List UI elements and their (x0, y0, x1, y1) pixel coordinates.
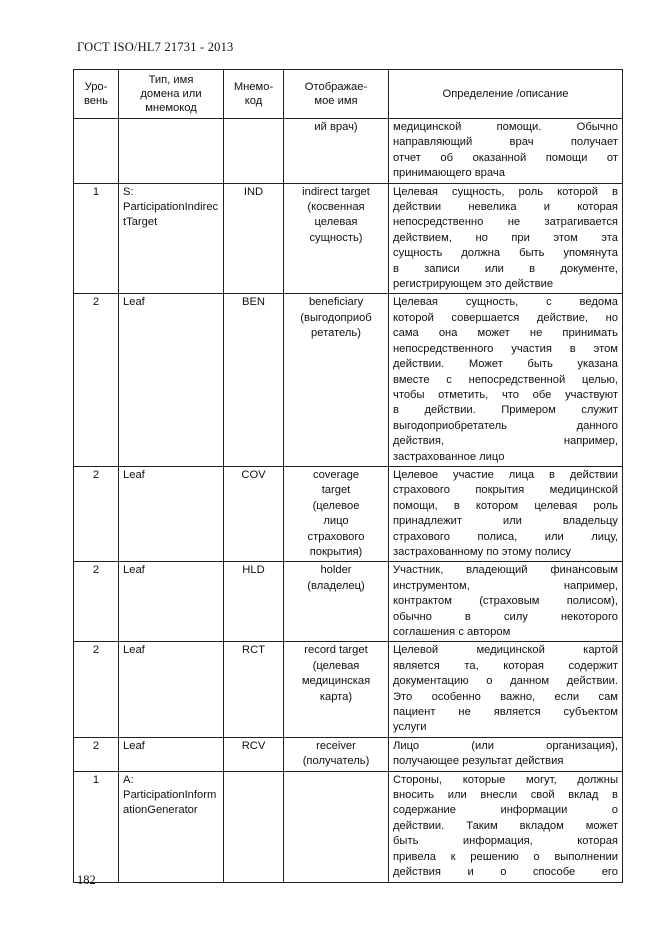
table-row (74, 294, 623, 466)
row-level-cell: 1 (74, 183, 119, 294)
definition-line: быть информация, которая (393, 835, 618, 848)
row-mnemonic-cell: BEN (224, 294, 284, 466)
row-definition-cell (389, 737, 623, 771)
definition-line: Целевой медицинской картой (393, 644, 618, 657)
row-level-cell: 2 (74, 466, 119, 561)
definition-line: медицинской помощи. Обычно (393, 121, 618, 133)
definition-line: Стороны, которые могут, должны (393, 773, 618, 786)
row-display-name-cell: indirect target (косвенная целевая сущность) (284, 183, 389, 294)
definition-line: чтобы отметить, что обе участвуют (393, 388, 618, 401)
definition-line: Это особенно важно, если сам (393, 690, 618, 703)
table-row (74, 642, 623, 737)
row-display-name-cell: beneficiary (выгодоприоб ретатель) (284, 294, 389, 466)
definition-line: Целевая сущность, с ведома (393, 296, 618, 309)
row-display-name-cell (284, 771, 389, 882)
row-display-name-cell: record target (целевая медицинская карта) (284, 642, 389, 737)
definitions-table (73, 69, 623, 883)
row-definition-cell (389, 119, 623, 184)
row-definition-cell (389, 562, 623, 642)
definition-line: Лицо (или организация), (393, 739, 618, 752)
table-body (74, 119, 623, 883)
row-type-cell: S: ParticipationIndirectTarget (119, 183, 224, 294)
definition-line: получающее результат действия (393, 755, 564, 768)
definition-line: помощи, в котором целевая роль (393, 499, 618, 512)
table-row (74, 119, 623, 184)
definition-line: страхового покрытия медицинской (393, 484, 618, 497)
column-header-mnemonic: Мнемо- код (224, 70, 284, 119)
definition-line: обычно в силу некоторого (393, 610, 618, 623)
column-header-level: Уро- вень (74, 70, 119, 119)
row-level-cell (74, 119, 119, 184)
column-header-type: Тип, имя домена или мнемокод (119, 70, 224, 119)
row-display-name-cell: ий врач) (284, 119, 389, 184)
column-header-definition: Определение /описание (389, 70, 623, 119)
row-type-cell: Leaf (119, 562, 224, 642)
definition-line: направляющий врач получает (393, 136, 618, 149)
definition-line: контрактом (страховым полисом), (393, 595, 618, 608)
page-number: 182 (77, 873, 96, 887)
row-mnemonic-cell: IND (224, 183, 284, 294)
definition-line: которой совершается действие, но (393, 311, 618, 324)
definition-line: в записи или в документе, (393, 262, 618, 275)
row-display-name-cell: receiver (получатель) (284, 737, 389, 771)
definition-line: действии. Таким вкладом может (393, 819, 618, 832)
definition-line: отчет об оказанной помощи от (393, 151, 618, 164)
document-header: ГОСТ ISO/HL7 21731 - 2013 (77, 40, 234, 54)
row-type-cell: Leaf (119, 466, 224, 561)
row-type-cell (119, 119, 224, 184)
definition-line: действием, но при этом эта (393, 231, 618, 244)
definition-line: застрахованному по этому полису (393, 545, 571, 558)
row-level-cell: 2 (74, 294, 119, 466)
definition-line: действии. Может быть указана (393, 358, 618, 371)
row-definition-cell (389, 771, 623, 882)
row-mnemonic-cell: HLD (224, 562, 284, 642)
definition-line: Целевая сущность, роль которой в (393, 185, 618, 198)
definition-line: инструментом, например, (393, 579, 618, 592)
table-row (74, 183, 623, 294)
row-definition-cell (389, 183, 623, 294)
definition-line: страхового полиса, или лицу, (393, 530, 618, 543)
table-row (74, 737, 623, 771)
definition-line: регистрирующем это действие (393, 278, 554, 291)
row-mnemonic-cell: RCV (224, 737, 284, 771)
row-type-cell: Leaf (119, 642, 224, 737)
row-display-name-cell: holder (владелец) (284, 562, 389, 642)
definition-line: принадлежит или владельцу (393, 515, 618, 528)
row-level-cell: 2 (74, 737, 119, 771)
row-mnemonic-cell: COV (224, 466, 284, 561)
definition-line: является та, которая содержит (393, 659, 618, 672)
definition-line: действии невелика и которая (393, 201, 618, 214)
definition-line: содержание информации о (393, 804, 618, 817)
definition-line: действия и о способе его (393, 866, 618, 879)
row-type-cell: Leaf (119, 294, 224, 466)
definition-line: сама она может не принимать (393, 327, 618, 340)
definition-line: непосредственного участия в этом (393, 342, 618, 355)
definition-line: непосредственно не затрагивается (393, 216, 618, 229)
row-mnemonic-cell (224, 771, 284, 882)
definition-line: вносить или внесли свой вклад в (393, 789, 618, 802)
definition-line: услуги (393, 721, 427, 734)
definition-line: вместе с непосредственной целью, (393, 373, 618, 386)
definition-line: соглашения с автором (393, 626, 511, 638)
definition-line: сущность должна быть упомянута (393, 247, 618, 260)
definition-line: действия, например, (393, 435, 618, 448)
row-definition-cell (389, 466, 623, 561)
row-level-cell: 1 (74, 771, 119, 882)
row-mnemonic-cell: RCT (224, 642, 284, 737)
definition-line: в действии. Примером служит (393, 404, 618, 417)
definition-line: Целевое участие лица в действии (393, 468, 618, 481)
table-header-row (74, 70, 623, 119)
row-display-name-cell: coverage target (целевое лицо страхового покрытия) (284, 466, 389, 561)
row-definition-cell (389, 294, 623, 466)
row-type-cell: Leaf (119, 737, 224, 771)
definition-line: пациент не является субъектом (393, 706, 618, 719)
table-row (74, 562, 623, 642)
row-type-cell: A: ParticipationInformationGenerator (119, 771, 224, 882)
column-header-display-name: Отображае- мое имя (284, 70, 389, 119)
definition-line: застрахованное лицо (393, 450, 505, 463)
definition-line: Участник, владеющий финансовым (393, 564, 618, 577)
table-row (74, 771, 623, 882)
definition-line: привела к решению о выполнении (393, 850, 618, 863)
definition-line: принимающего врача (393, 167, 505, 180)
definition-line: выгодоприобретатель данного (393, 419, 618, 432)
row-level-cell: 2 (74, 642, 119, 737)
row-level-cell: 2 (74, 562, 119, 642)
table-row (74, 466, 623, 561)
row-mnemonic-cell (224, 119, 284, 184)
row-definition-cell (389, 642, 623, 737)
definition-line: документацию о данном действии. (393, 675, 618, 688)
